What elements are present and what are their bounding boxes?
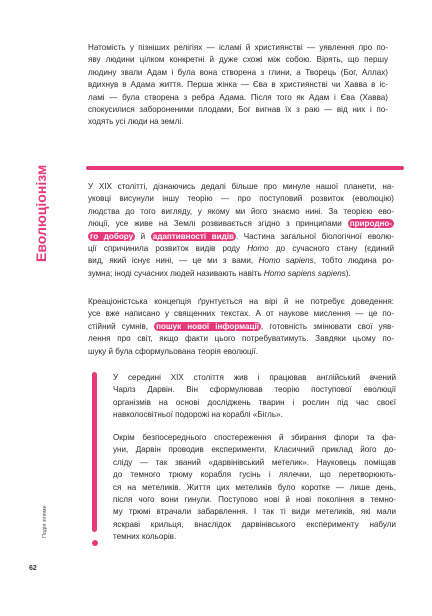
text-line: Окрім безпосереднього спостереження й збирання флори та фа- <box>113 433 396 442</box>
highlight-natural-selection: природно- <box>349 219 392 229</box>
text-line: людства до того вигляду, у якому ми його знаємо нині. За теорією ево- <box>88 206 394 216</box>
text-line: після чого вони гинули. Поступово нові й нові покоління в темно- <box>113 495 396 505</box>
page-number: 62 <box>29 565 37 572</box>
text-line: ся на метеликів. Життя цих метеликів було коротке — лише день, <box>113 482 396 492</box>
text-line <box>88 268 394 280</box>
text-segment: й <box>135 231 151 241</box>
text-line <box>88 321 394 333</box>
text-line <box>88 243 394 255</box>
text-segment: . Частина загальної біологічної еволю- <box>235 231 394 241</box>
highlight-species-adaptivity: адаптивності видів <box>152 231 234 241</box>
text-line: організмів на основі досліджень тварин і рослин під час своєї <box>113 397 396 407</box>
text-line: ламі — була створена з ребра Адама. Після того як Адам і Єва (Хавва) <box>88 92 388 102</box>
text-line <box>88 255 394 267</box>
text-line: му трюмі втрачали забарвлення. І так ті види метеликів, які мали <box>113 507 396 517</box>
highlight-natural-selection-cont: го добору <box>90 231 134 241</box>
creationism-paragraph <box>88 296 394 358</box>
exclamation-dot <box>92 540 98 546</box>
highlight-new-information: пошук нової інформації <box>156 321 260 331</box>
intro-paragraph <box>88 42 388 129</box>
exclamation-stroke <box>92 372 97 532</box>
text-segment: люції, усе живе на Землі розвивається згідно з принципами <box>88 219 348 229</box>
text-segment: ). <box>345 268 351 278</box>
text-line <box>88 231 394 243</box>
text-line: уковці висунули іншу теорію — про поступовий розвиток (еволюцію) <box>88 194 394 204</box>
text-line: У XIX столітті, дізнаючись дедалі більше про минуле нашої планети, на- <box>88 182 394 191</box>
text-segment: , готовність змінювати свої уяв- <box>261 321 394 331</box>
text-line: Натомість у пізніших релігіях — ісламі й християнстві — уявлення про по- <box>88 43 388 52</box>
text-line: шуку й була сформульована теорія еволюції. <box>88 346 258 356</box>
darwin-experiment-paragraph <box>113 432 396 544</box>
text-line: У середині XIX століття жив і працював англійський вчений <box>113 373 396 382</box>
text-line: ходять усі люди на землі. <box>88 117 184 127</box>
text-segment: до сучасного стану (єдиний <box>268 244 395 254</box>
darwin-intro-paragraph <box>113 372 396 422</box>
text-line: вдихнув в Адама життя. Перша жінка — Єва в християнстві чи Хавва в іс- <box>88 80 388 90</box>
italic-term: Homo sapiens sapiens <box>263 268 346 278</box>
text-line <box>88 218 394 230</box>
text-line: сліду — так званий «дарвінівський метелик». Науковець поміщав <box>113 457 396 467</box>
text-line: Креаціоністська концепція ґрунтується на вірі й не потребує доведення: <box>88 297 394 306</box>
text-line: яскраві крильця, внаслідок дарвінівського експерименту набули <box>113 519 396 529</box>
book-title: Подія зілями <box>42 505 48 538</box>
text-line: лення про світ, якщо факти цього потребуватимуть. Завдяки цьому по- <box>88 334 394 344</box>
italic-term: Homo <box>247 244 269 254</box>
text-line: уни, Дарвін проводив експерименти. Класичний приклад його до- <box>113 445 396 455</box>
text-line: яву людини цілком конкретні й дуже схожі між собою. Вірять, що першу <box>88 55 388 65</box>
text-line: усе вже написано у священних текстах. А от наукове мислення — це по- <box>88 309 394 319</box>
evolution-paragraph <box>88 181 394 280</box>
italic-term: Homo sapiens <box>258 256 314 266</box>
text-line: Чарлз Дарвін. Він сформулював теорію поступової еволюції <box>113 385 396 395</box>
text-line: до темного трюму корабля гусінь і лялечки, що перетворюють- <box>113 470 396 480</box>
text-line: людину звали Адам і була вона створена з глини, а Творець (Бог, Аллах) <box>88 67 388 77</box>
text-line: темних кольорів. <box>113 532 177 542</box>
text-segment: , тобто людина ро- <box>313 256 394 266</box>
text-line: спокусилися забороненими плодами, Бог вигнав їх з раю — від них і по- <box>88 105 388 115</box>
section-divider <box>86 166 404 170</box>
section-title: Еволюціонізм <box>33 164 49 262</box>
text-segment: ції спричинила розвиток видів роду <box>88 244 248 254</box>
text-segment: вид, який існує нині, — це ми з вами, <box>88 256 259 266</box>
text-line: навколосвітньої подорожі на кораблі «Бігль». <box>113 410 283 420</box>
text-segment: стійний сумнів, <box>88 321 155 331</box>
text-segment: зумна; іноді сучасних людей називають навіть <box>88 268 264 278</box>
